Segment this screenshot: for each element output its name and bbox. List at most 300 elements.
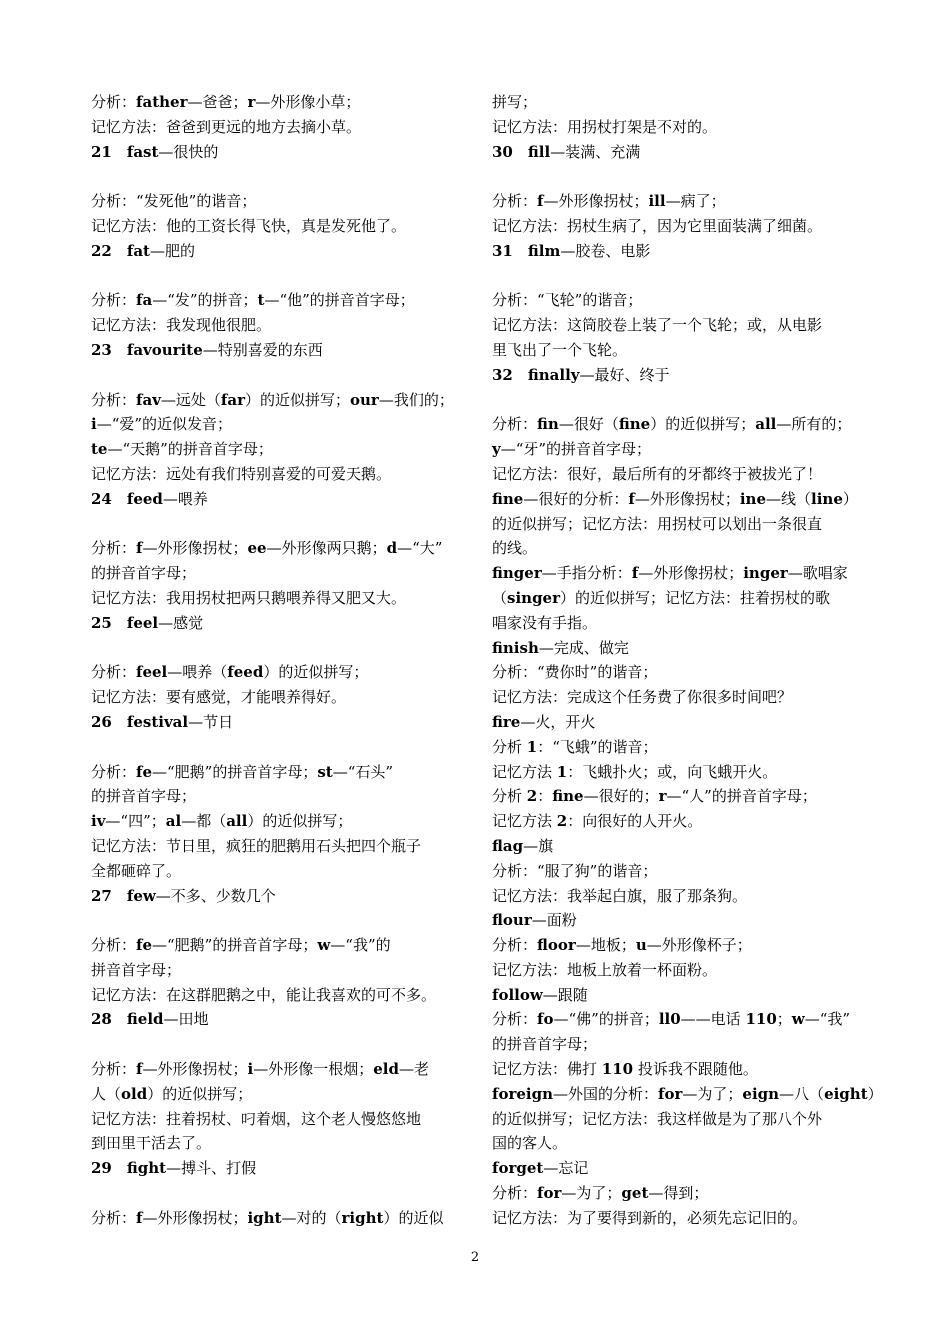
text-segment: —为了；: [561, 1184, 622, 1203]
text-segment: —“天鹅”的拼音首字母；: [107, 440, 273, 459]
bold-term: foreign: [492, 1084, 553, 1103]
text-segment: —外形像拐杖；: [543, 192, 649, 211]
bold-term: y: [492, 440, 501, 459]
text-line: [492, 264, 870, 289]
text-segment: 的拼音首字母；: [91, 787, 197, 806]
text-segment: —“四”；: [105, 812, 166, 831]
text-line: [91, 412, 469, 437]
text-line: [492, 363, 870, 388]
text-segment: —火，开火: [520, 712, 596, 731]
text-segment: 记忆方法：拄着拐杖、叼着烟，这个老人慢悠悠地: [91, 1109, 422, 1128]
text-line: [91, 214, 469, 239]
bold-term: fine: [492, 489, 524, 508]
text-line: [91, 735, 469, 760]
text-line: [492, 1181, 870, 1206]
bold-term: i: [247, 1060, 254, 1079]
text-segment: —对的（: [281, 1208, 342, 1227]
text-line: [91, 884, 469, 909]
text-segment: 记忆方法：远处有我们特别喜爱的可爱天鹅。: [91, 464, 392, 483]
text-line: [91, 388, 469, 413]
text-segment: 分析：: [91, 93, 137, 111]
text-segment: —外形像拐杖；: [142, 1208, 248, 1227]
text-segment: —外形像小草；: [255, 93, 361, 111]
bold-term: 21 fast: [91, 142, 159, 161]
text-line: [91, 1082, 469, 1107]
text-line: [492, 859, 870, 884]
text-line: [492, 611, 870, 636]
text-segment: —“我”的: [330, 936, 391, 955]
text-line: [91, 90, 469, 115]
text-line: [91, 363, 469, 388]
page-number: 2: [470, 1250, 480, 1265]
text-line: [91, 859, 469, 884]
text-segment: 分析：“飞轮”的谐音；: [492, 291, 643, 310]
text-segment: ）的近似拼写；: [147, 1084, 253, 1103]
text-line: [492, 214, 870, 239]
text-segment: —节日: [188, 712, 234, 731]
bold-term: fine: [552, 787, 584, 806]
text-segment: —肥的: [149, 241, 195, 260]
text-line: [492, 685, 870, 710]
text-line: [492, 660, 870, 685]
bold-term: ill: [648, 192, 666, 211]
bold-term: inger: [743, 564, 788, 583]
text-segment: 记忆方法：佛打: [492, 1060, 602, 1079]
text-segment: —外形像拐杖；: [142, 539, 248, 558]
text-segment: 分析：: [91, 291, 137, 310]
text-line: [492, 288, 870, 313]
bold-term: follow: [492, 985, 543, 1004]
text-line: [492, 1032, 870, 1057]
bold-term: 28 field: [91, 1010, 164, 1029]
text-line: [492, 958, 870, 983]
bold-term: 25 feel: [91, 613, 159, 632]
text-segment: 分析：: [492, 936, 538, 955]
text-line: [492, 115, 870, 140]
text-segment: —所有的；: [776, 415, 852, 434]
text-line: [492, 140, 870, 165]
text-segment: —手指分析：: [541, 564, 632, 583]
text-segment: —旗: [523, 836, 554, 855]
text-line: [91, 1032, 469, 1057]
text-segment: —很快的: [158, 142, 219, 161]
text-segment: —很好的分析：: [523, 489, 629, 508]
text-segment: —爸爸；: [187, 93, 248, 111]
text-segment: 记忆方法: [492, 762, 557, 781]
bold-term: r: [658, 787, 667, 806]
text-segment: 全都砸碎了。: [91, 861, 182, 880]
text-segment: —不多、少数几个: [155, 886, 276, 905]
bold-term: feel: [136, 663, 168, 682]
text-segment: ）的近似拼写；记忆方法：拄着拐杖的歌: [560, 588, 831, 607]
text-segment: 拼音首字母；: [91, 960, 182, 979]
bold-term: 2: [526, 787, 538, 806]
bold-term: f: [537, 192, 544, 211]
text-line: [91, 313, 469, 338]
text-segment: 记忆方法：拐杖生病了，因为它里面装满了细菌。: [492, 216, 823, 235]
bold-term: f: [136, 539, 143, 558]
text-line: [91, 1107, 469, 1132]
bold-term: f: [631, 564, 639, 583]
text-segment: 记忆方法：地板上放着一杯面粉。: [492, 960, 718, 979]
text-segment: —很好（: [558, 415, 619, 434]
text-line: [91, 115, 469, 140]
bold-term: 1: [526, 737, 538, 756]
text-segment: 记忆方法：爸爸到更远的地方去摘小草。: [91, 117, 362, 136]
text-line: [492, 834, 870, 859]
text-segment: —搏斗、打假: [166, 1159, 257, 1178]
bold-term: our: [350, 390, 379, 409]
text-line: [91, 462, 469, 487]
text-segment: —“我”: [804, 1010, 851, 1029]
bold-term: father: [136, 93, 188, 111]
text-line: [91, 586, 469, 611]
text-segment: —最好、终于: [579, 365, 670, 384]
text-segment: —得到；: [648, 1184, 709, 1203]
text-segment: ）的近似拼写；: [245, 390, 351, 409]
text-segment: ：: [537, 787, 553, 806]
bold-term: 110: [601, 1060, 634, 1079]
text-segment: —外形像一根烟；: [253, 1060, 374, 1079]
text-line: [91, 536, 469, 561]
text-segment: 的拼音首字母；: [492, 1035, 598, 1054]
right-column: [492, 90, 883, 1231]
text-line: [492, 636, 870, 661]
text-segment: 的拼音首字母；: [91, 564, 197, 583]
text-line: [492, 512, 870, 537]
text-line: [91, 660, 469, 685]
bold-term: ll0: [658, 1010, 681, 1029]
text-line: [91, 437, 469, 462]
bold-term: for: [658, 1084, 683, 1103]
text-segment: 分析：: [91, 936, 137, 955]
bold-term: st: [317, 762, 333, 781]
text-segment: 记忆方法：他的工资长得飞快，真是发死他了。: [91, 216, 407, 235]
text-segment: —感觉: [158, 613, 204, 632]
bold-term: fav: [136, 390, 161, 409]
left-column: [91, 90, 469, 1231]
text-segment: 记忆方法：在这群肥鹅之中，能让我喜欢的可不多。: [91, 985, 437, 1004]
text-segment: 国的客人。: [492, 1134, 568, 1153]
text-segment: 里飞出了一个飞轮。: [492, 340, 628, 359]
bold-term: w: [791, 1010, 805, 1029]
text-segment: —线（: [766, 489, 812, 508]
text-segment: 分析: [492, 787, 527, 806]
bold-term: 110: [745, 1010, 777, 1029]
bold-term: fa: [136, 291, 153, 310]
text-segment: —远处（: [160, 390, 221, 409]
text-segment: —“他”的拼音首字母；: [264, 291, 415, 310]
bold-term: fine: [618, 415, 651, 434]
text-segment: 分析：: [91, 1060, 137, 1079]
text-line: [492, 462, 870, 487]
text-line: [492, 760, 870, 785]
text-line: [492, 561, 870, 586]
text-segment: 到田里干活去了。: [91, 1134, 212, 1153]
text-segment: —地板；: [575, 936, 636, 955]
text-line: [492, 1131, 870, 1156]
bold-term: far: [220, 390, 245, 409]
bold-term: flag: [492, 836, 524, 855]
text-line: [492, 313, 870, 338]
text-line: [91, 338, 469, 363]
text-segment: 记忆方法：我举起白旗，服了那条狗。: [492, 886, 748, 905]
text-segment: —外形像两只鹅；: [266, 539, 387, 558]
text-line: [492, 1082, 883, 1107]
bold-term: f: [136, 1208, 143, 1227]
bold-term: floor: [537, 936, 576, 955]
bold-term: feed: [227, 663, 264, 682]
text-segment: 分析：“发死他”的谐音；: [91, 192, 257, 211]
text-line: [91, 164, 469, 189]
text-line: [492, 90, 870, 115]
bold-term: r: [247, 93, 256, 111]
bold-term: ine: [739, 489, 766, 508]
text-segment: —外形像拐杖；: [142, 1060, 248, 1079]
text-line: [91, 710, 469, 735]
text-line: [492, 908, 870, 933]
bold-term: ight: [247, 1208, 282, 1227]
text-segment: —很好的；: [583, 787, 659, 806]
text-segment: 记忆方法：用拐杖打架是不对的。: [492, 117, 718, 136]
text-segment: 唱家没有手指。: [492, 613, 598, 632]
bold-term: finish: [492, 638, 539, 657]
text-segment: 记忆方法: [492, 812, 557, 831]
text-line: [91, 611, 469, 636]
bold-term: 22 fat: [91, 241, 150, 260]
text-line: [91, 140, 469, 165]
text-segment: —喂养（: [167, 663, 228, 682]
text-line: [91, 1206, 469, 1231]
text-line: [492, 1057, 870, 1082]
text-segment: —“肥鹅”的拼音首字母；: [152, 762, 318, 781]
bold-term: 2: [556, 812, 568, 831]
text-line: [91, 908, 469, 933]
text-segment: 拼写；: [492, 93, 538, 111]
bold-term: t: [257, 291, 265, 310]
text-line: [91, 784, 469, 809]
text-segment: —为了；: [682, 1084, 743, 1103]
text-line: [492, 239, 870, 264]
text-line: [91, 512, 469, 537]
bold-term: get: [621, 1184, 649, 1203]
text-segment: 人（: [91, 1084, 122, 1103]
text-line: [91, 1057, 469, 1082]
text-segment: 分析：“服了狗”的谐音；: [492, 861, 658, 880]
text-segment: ：“飞蛾”的谐音；: [537, 737, 658, 756]
bold-term: i: [91, 415, 97, 434]
text-segment: —“发”的拼音；: [152, 291, 258, 310]
text-segment: 投诉我不跟随他。: [633, 1060, 758, 1079]
text-line: [492, 189, 870, 214]
text-segment: —跟随: [542, 985, 588, 1004]
text-segment: —老: [398, 1060, 429, 1079]
text-line: [91, 288, 469, 313]
text-segment: 分析：: [492, 1184, 538, 1203]
text-line: [492, 536, 870, 561]
text-segment: —外形像拐杖；: [634, 489, 740, 508]
bold-term: eld: [373, 1060, 399, 1079]
bold-term: 23 favourite: [91, 340, 203, 359]
bold-term: u: [635, 936, 647, 955]
text-segment: 记忆方法：我发现他很肥。: [91, 316, 272, 335]
text-line: [91, 1181, 469, 1206]
text-segment: —“牙”的拼音首字母；: [500, 440, 652, 459]
bold-term: 1: [556, 762, 568, 781]
text-line: [492, 412, 870, 437]
text-segment: ：向很好的人开火。: [567, 812, 703, 831]
text-segment: —喂养: [162, 489, 208, 508]
text-line: [492, 487, 870, 512]
bold-term: fin: [537, 415, 559, 434]
text-segment: ）的近似拼写；: [263, 663, 369, 682]
text-line: [492, 710, 870, 735]
text-line: [492, 388, 870, 413]
bold-term: 30 fill: [492, 142, 551, 161]
text-segment: 分析：“费你时”的谐音；: [492, 663, 658, 682]
text-line: [91, 933, 469, 958]
bold-term: d: [386, 539, 398, 558]
text-segment: —特别喜爱的东西: [202, 340, 323, 359]
text-segment: —胶卷、电影: [560, 241, 651, 260]
text-segment: —田地: [163, 1010, 209, 1029]
text-segment: 的线。: [492, 539, 538, 558]
bold-term: flour: [492, 911, 532, 930]
text-segment: —病了；: [665, 192, 726, 211]
text-line: [492, 784, 870, 809]
bold-term: all: [755, 415, 777, 434]
text-segment: 分析：: [91, 663, 137, 682]
bold-term: fo: [537, 1010, 554, 1029]
text-line: [91, 561, 469, 586]
text-segment: —“肥鹅”的拼音首字母；: [152, 936, 318, 955]
text-segment: 记忆方法：这筒胶卷上装了一个飞轮；或，从电影: [492, 316, 823, 335]
bold-term: right: [341, 1208, 384, 1227]
bold-term: 27 few: [91, 886, 156, 905]
text-line: [91, 239, 469, 264]
text-line: [91, 264, 469, 289]
bold-term: fe: [136, 936, 153, 955]
text-segment: —外国的分析：: [553, 1084, 659, 1103]
text-segment: 分析：: [91, 539, 137, 558]
text-segment: 的近似拼写；记忆方法：我这样做是为了那八个外: [492, 1109, 823, 1128]
text-segment: ）的近似: [383, 1208, 444, 1227]
text-line: [492, 1107, 870, 1132]
text-line: [91, 1156, 469, 1181]
bold-term: eign: [742, 1084, 780, 1103]
text-segment: ）: [842, 489, 858, 508]
text-segment: —歌唱家: [787, 564, 848, 583]
text-line: [492, 164, 870, 189]
text-segment: ；: [776, 1010, 792, 1029]
text-segment: 分析：: [492, 192, 538, 211]
bold-term: ee: [247, 539, 267, 558]
text-segment: 的近似拼写；记忆方法：用拐杖可以划出一条很直: [492, 514, 823, 533]
text-line: [91, 636, 469, 661]
text-segment: —“石头”: [332, 762, 394, 781]
bold-term: 29 fight: [91, 1159, 167, 1178]
text-line: [492, 437, 870, 462]
text-segment: 分析：: [91, 1208, 137, 1227]
bold-term: 32 finally: [492, 365, 580, 384]
bold-term: forget: [492, 1159, 544, 1178]
text-segment: ）: [867, 1084, 883, 1103]
text-segment: 记忆方法：我用拐杖把两只鹅喂养得又肥又大。: [91, 588, 407, 607]
bold-term: al: [165, 812, 182, 831]
text-line: [91, 685, 469, 710]
text-segment: —“爱”的近似发音；: [96, 415, 233, 434]
bold-term: f: [628, 489, 635, 508]
text-segment: 记忆方法：很好，最后所有的牙都终于被拔光了！: [492, 464, 823, 483]
text-segment: ：飞蛾扑火；或，向飞蛾开火。: [567, 762, 778, 781]
bold-term: for: [537, 1184, 562, 1203]
text-segment: —忘记: [543, 1159, 589, 1178]
text-line: [492, 735, 870, 760]
text-line: [91, 958, 469, 983]
text-line: [91, 760, 469, 785]
bold-term: finger: [492, 564, 542, 583]
text-line: [91, 1007, 469, 1032]
text-segment: —都（: [181, 812, 227, 831]
text-line: [492, 933, 870, 958]
text-segment: （: [492, 588, 508, 607]
text-segment: —八（: [779, 1084, 825, 1103]
text-segment: 分析：: [492, 415, 538, 434]
text-line: [492, 586, 870, 611]
text-segment: —面粉: [531, 911, 577, 930]
text-line: [492, 1007, 870, 1032]
text-line: [91, 189, 469, 214]
text-line: [91, 809, 469, 834]
bold-term: all: [226, 812, 248, 831]
bold-term: 24 feed: [91, 489, 163, 508]
bold-term: eight: [824, 1084, 868, 1103]
bold-term: fire: [492, 712, 521, 731]
bold-term: iv: [91, 812, 106, 831]
text-segment: 分析：: [91, 390, 137, 409]
text-line: [492, 338, 870, 363]
text-segment: 记忆方法：为了要得到新的，必须先忘记旧的。: [492, 1208, 808, 1227]
bold-term: f: [136, 1060, 143, 1079]
text-line: [492, 983, 870, 1008]
text-segment: 记忆方法：节日里，疯狂的肥鹅用石头把四个瓶子: [91, 836, 422, 855]
text-segment: 分析：: [492, 1010, 538, 1029]
bold-term: line: [811, 489, 843, 508]
text-segment: —我们的；: [378, 390, 454, 409]
text-segment: 分析: [492, 737, 527, 756]
bold-term: te: [91, 440, 108, 459]
text-segment: —“人”的拼音首字母；: [666, 787, 817, 806]
text-segment: —完成、做完: [538, 638, 629, 657]
text-segment: —“佛”的拼音；: [553, 1010, 659, 1029]
text-line: [91, 1131, 469, 1156]
text-segment: —外形像拐杖；: [638, 564, 744, 583]
text-line: [492, 1206, 870, 1231]
text-segment: ）的近似拼写；: [650, 415, 756, 434]
text-line: [91, 983, 469, 1008]
text-line: [492, 1156, 870, 1181]
text-segment: —装满、充满: [550, 142, 641, 161]
text-segment: 记忆方法：要有感觉，才能喂养得好。: [91, 688, 347, 707]
text-segment: 记忆方法：完成这个任务费了你很多时间吧？: [492, 688, 793, 707]
bold-term: fe: [136, 762, 153, 781]
text-segment: —“大”: [397, 539, 443, 558]
text-line: [91, 487, 469, 512]
bold-term: 26 festival: [91, 712, 189, 731]
text-line: [492, 884, 870, 909]
bold-term: old: [121, 1084, 148, 1103]
bold-term: 31 film: [492, 241, 561, 260]
